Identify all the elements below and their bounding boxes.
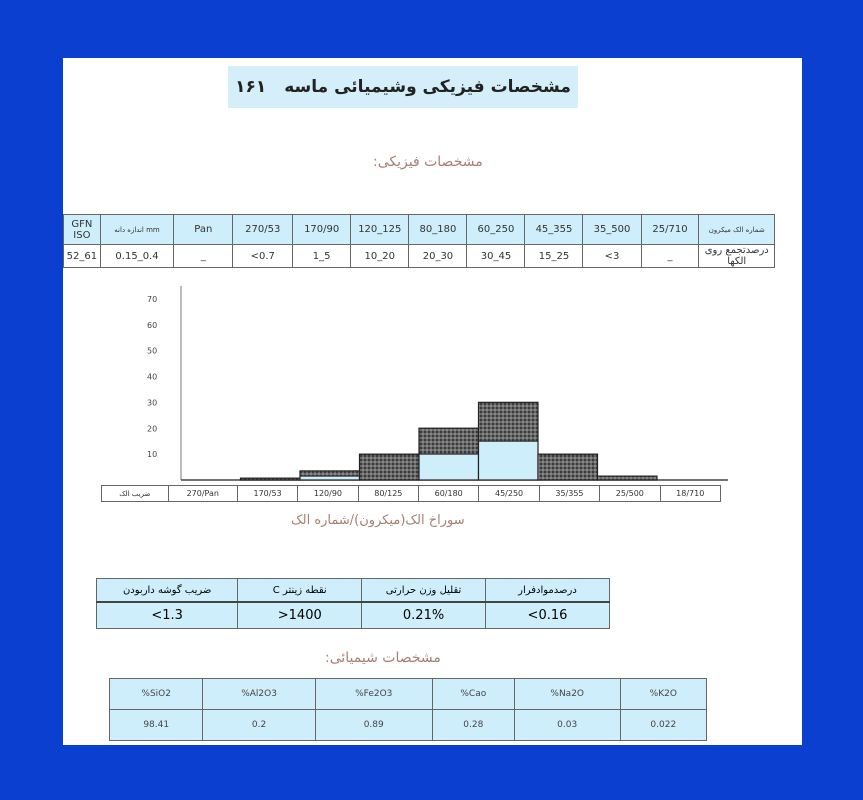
sieve-header-cell: 270/53 [233,215,293,245]
sieve-header-cell: 45_355 [525,215,583,245]
phys-header-cell: نقطه زینتر C [238,579,362,603]
sieve-value-cell: 15_25 [525,245,583,268]
sieve-header-cell: 60_250 [467,215,525,245]
y-tick-label: 20 [147,424,158,434]
sieve-header-cell: شماره الک میکرون [699,215,775,245]
x-category-label: 25/500 [600,486,660,502]
x-category-label: 120/90 [298,486,358,502]
y-tick-label: 50 [147,346,158,356]
phys-header-row [97,579,610,603]
sieve-header-cell: mm اندازه دانه [100,215,174,245]
x-category-label: 60/180 [419,486,479,502]
y-tick-label: 40 [147,372,158,382]
sieve-value-cell: _ [641,245,699,268]
x-category-label: 35/355 [539,486,599,502]
sieve-header-cell: 35_500 [583,215,641,245]
sieve-value-row [64,245,775,268]
sieve-table [63,214,775,268]
chem-header-cell: %K2O [620,679,706,710]
y-tick-label: 70 [147,294,158,304]
sieve-header-cell: 120_125 [351,215,409,245]
chem-header-cell: %SiO2 [110,679,203,710]
phys-value-cell: 0.21% [362,602,486,629]
chem-header-cell: %Na2O [514,679,620,710]
y-tick-label: 60 [147,320,158,330]
chem-value-cell: 0.28 [432,710,514,741]
sieve-value-cell: 30_45 [467,245,525,268]
chem-header-cell: %Cao [432,679,514,710]
phys-header-cell: درصدموادفرار [485,579,609,603]
chemical-section-title: مشخصات شیمیائی: [325,650,441,666]
sieve-value-cell: <3 [583,245,641,268]
phys-value-row [97,602,610,629]
sieve-header-cell: 170/90 [293,215,351,245]
sieve-value-cell: 0.15_0.4 [100,245,174,268]
chem-value-cell: 0.03 [514,710,620,741]
title-number: ۱۶۱ [235,77,267,97]
sieve-value-cell: _ [174,245,233,268]
histogram-band [360,454,420,480]
title-text: مشخصات فیزیکی وشیمیائی ماسه [284,77,571,97]
physical-section-title: مشخصات فیزیکی: [373,154,483,170]
x-category-label: 170/53 [237,486,297,502]
sieve-value-cell: <0.7 [233,245,293,268]
x-category-label: 45/250 [479,486,539,502]
sieve-value-cell: 10_20 [351,245,409,268]
chem-value-cell: 0.022 [620,710,706,741]
y-tick-label: 30 [147,398,158,408]
sieve-header-cell: 80_180 [409,215,467,245]
sieve-header-cell: GFN ISO [64,215,101,245]
sieve-header-cell: 25/710 [641,215,699,245]
phys-value-cell: <1.3 [97,602,238,629]
chemical-table [109,678,707,741]
chem-value-cell: 0.89 [315,710,432,741]
x-category-label: 270/Pan [168,486,237,502]
sieve-value-cell: درصدتجمع روی الکها [699,245,775,268]
sieve-histogram-chart [93,284,733,509]
chem-header-row [110,679,707,710]
chem-header-cell: %Al2O3 [203,679,315,710]
phys-header-cell: تقلیل وزن حرارتی [362,579,486,603]
sieve-value-cell: 1_5 [293,245,351,268]
x-category-label: ضریب الک [102,486,169,502]
chem-value-row [110,710,707,741]
phys-header-cell: ضریب گوشه داربودن [97,579,238,603]
y-tick-label: 10 [147,450,158,460]
histogram-band [300,471,360,476]
histogram-band [241,478,301,480]
document-page [63,58,802,745]
x-category-label: 18/710 [660,486,721,502]
sieve-header-row [64,215,775,245]
sieve-value-cell: 52_61 [64,245,101,268]
histogram-band [479,402,539,441]
physical-props-table [96,578,610,629]
sieve-value-cell: 20_30 [409,245,467,268]
chart-x-categories [101,485,721,502]
page-title [228,66,578,108]
histogram-band [598,476,658,480]
chart-x-axis-label: سوراخ الک(میکرون)/شماره الک [291,513,465,528]
sieve-header-cell: Pan [174,215,233,245]
x-category-label: 80/125 [358,486,418,502]
chem-value-cell: 0.2 [203,710,315,741]
x-category-row [102,486,721,502]
phys-value-cell: >1400 [238,602,362,629]
chem-value-cell: 98.41 [110,710,203,741]
histogram-band [419,428,479,454]
phys-value-cell: <0.16 [485,602,609,629]
histogram-band [538,454,598,480]
chem-header-cell: %Fe2O3 [315,679,432,710]
